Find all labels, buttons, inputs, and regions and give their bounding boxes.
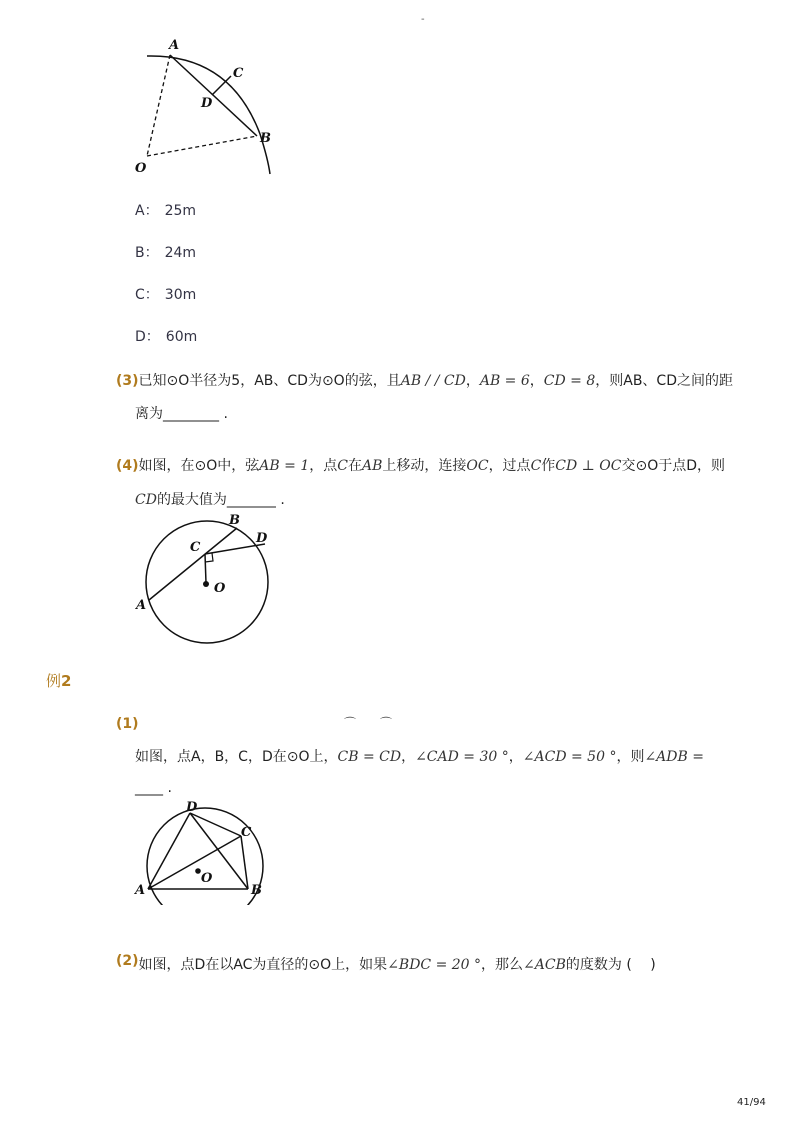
question-3-line1: (3)已知⊙O半径为5，AB、CD为⊙O的弦，且AB / / CD，AB = 6，CD = 8，则AB、CD之间的距 bbox=[116, 373, 733, 389]
fig1-label-c: C bbox=[233, 66, 244, 81]
example-1-line1: 如图，点A，B，C，D在⊙O上，CB = CD，∠CAD = 30 °，∠ACD = 50 °，则∠ADB = bbox=[135, 749, 704, 765]
option-c[interactable]: C： 30m bbox=[135, 287, 197, 303]
fig2-label-o: O bbox=[214, 581, 226, 596]
option-a[interactable]: A： 25m bbox=[135, 203, 197, 219]
fig2-label-c: C bbox=[190, 540, 201, 555]
fig3-label-b: B bbox=[251, 883, 262, 898]
example-1-line2: ____ . bbox=[135, 780, 172, 796]
fig2-label-d: D bbox=[256, 531, 268, 546]
page-number: 41/94 bbox=[737, 1097, 766, 1108]
fig2-label-b: B bbox=[229, 513, 240, 528]
fig1-label-d: D bbox=[201, 96, 213, 111]
question-3-line2: 离为________ . bbox=[135, 406, 228, 422]
option-d[interactable]: D： 60m bbox=[135, 329, 198, 345]
fig1-label-o: O bbox=[135, 161, 147, 176]
example-2-number: (2) bbox=[116, 953, 139, 969]
example-2-line1: (2)如图，点D在以AC为直径的⊙O上，如果∠BDC = 20 °，那么∠ACB的度数为 ( ) bbox=[116, 953, 656, 973]
fig3-label-o: O bbox=[201, 871, 213, 886]
figure-inscribed-quadrilateral bbox=[130, 800, 270, 905]
fig3-label-d: D bbox=[186, 800, 198, 815]
question-4-number: (4) bbox=[116, 458, 139, 474]
example-1-number: (1) bbox=[116, 716, 139, 732]
header-mark: - bbox=[421, 14, 425, 25]
question-4-line2: CD的最大值为_______ . bbox=[135, 492, 285, 508]
fig3-label-c: C bbox=[241, 825, 252, 840]
example-2-heading: 例2 bbox=[46, 672, 72, 690]
arc-mark-2: ⌒ bbox=[380, 716, 393, 730]
fig1-label-a: A bbox=[169, 38, 180, 53]
option-b[interactable]: B： 24m bbox=[135, 245, 197, 261]
arc-mark-1: ⌒ bbox=[344, 716, 357, 730]
fig2-label-a: A bbox=[136, 598, 147, 613]
question-4-line1: (4)如图，在⊙O中，弦AB = 1，点C在AB上移动，连接OC，过点C作CD ⊥ OC交⊙O于点D，则 bbox=[116, 458, 726, 474]
fig1-label-b: B bbox=[260, 131, 271, 146]
fig3-label-a: A bbox=[135, 883, 146, 898]
figure-arc-chord bbox=[125, 34, 285, 180]
figure-circle-chord bbox=[130, 510, 280, 650]
question-3-number: (3) bbox=[116, 373, 139, 389]
